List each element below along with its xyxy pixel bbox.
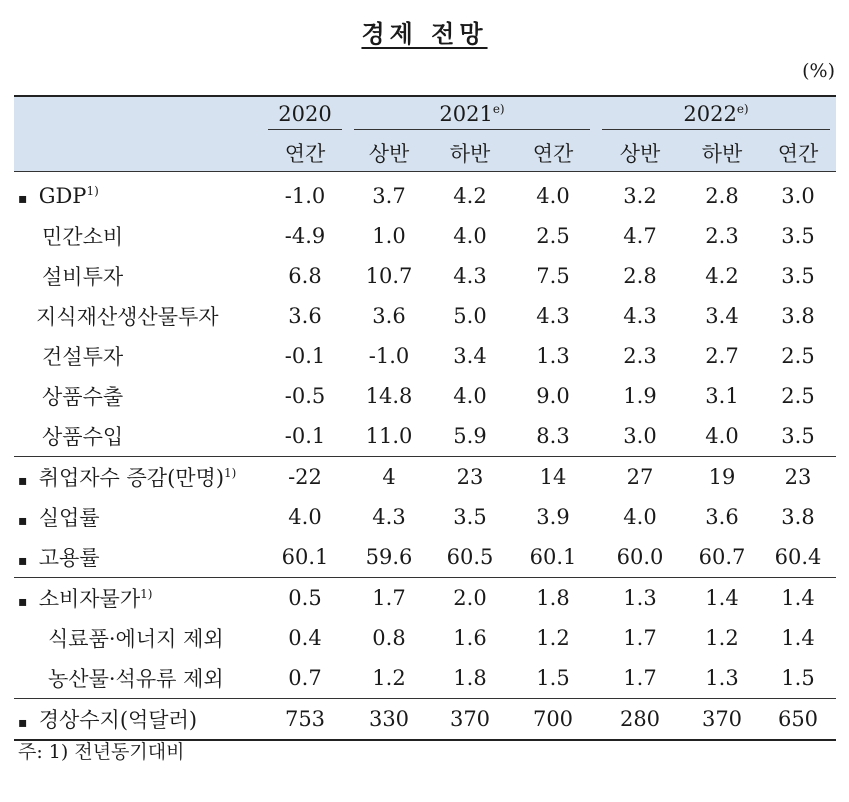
cell: 4.0 <box>453 384 487 408</box>
cell: 1.2 <box>372 666 406 690</box>
cell: -0.1 <box>284 344 326 368</box>
table-row <box>14 658 836 699</box>
header-year-2021: 2021$^{e)}$ <box>348 96 596 135</box>
cell: -0.1 <box>284 424 326 448</box>
cell: 60.1 <box>281 545 329 569</box>
bullet-icon: ▪ <box>18 473 28 489</box>
cell: 5.9 <box>453 424 487 448</box>
cell: 3.2 <box>596 172 684 217</box>
row-label: ▪ 실업률 <box>14 497 262 537</box>
cell: 2.0 <box>430 578 510 619</box>
table-row <box>14 416 836 457</box>
cell: 60.0 <box>616 545 664 569</box>
row-label: 설비투자 <box>42 265 124 289</box>
cell: 2.5 <box>781 384 815 408</box>
cell: 3.5 <box>781 264 815 288</box>
bullet-icon: ▪ <box>18 553 28 569</box>
cell: 4.7 <box>623 224 657 248</box>
cell: -4.9 <box>284 224 326 248</box>
cell: 2.5 <box>536 224 570 248</box>
cell: 1.9 <box>623 384 657 408</box>
cell: 5.0 <box>453 304 487 328</box>
cell: 1.4 <box>684 578 760 619</box>
cell: 3.5 <box>453 505 487 529</box>
cell: 3.4 <box>705 304 739 328</box>
header-year-2022: 2022$^{e)}$ <box>596 96 836 135</box>
cell: 8.3 <box>536 424 570 448</box>
cell: 4.0 <box>288 505 322 529</box>
cell: 3.6 <box>288 304 322 328</box>
table-row <box>14 216 836 256</box>
cell: 60.4 <box>774 545 822 569</box>
cell: -0.5 <box>284 384 326 408</box>
row-label: 지식재산생산물투자 <box>36 305 219 329</box>
cell: 4.0 <box>623 505 657 529</box>
cell: 4.0 <box>453 224 487 248</box>
row-label: ▪ 취업자수 증감(만명)$^{1)}$ <box>14 457 262 498</box>
cell: 4.0 <box>705 424 739 448</box>
header-sub: 하반 <box>430 135 510 172</box>
cell: 0.4 <box>288 626 322 650</box>
row-label: ▪ 소비자물가$^{1)}$ <box>14 578 262 619</box>
cell: 0.7 <box>288 666 322 690</box>
header-sub: 연간 <box>262 135 348 172</box>
row-label: ▪ 고용률 <box>14 537 262 578</box>
cell: 14.8 <box>365 384 413 408</box>
cell: 3.9 <box>536 505 570 529</box>
cell: 3.6 <box>705 505 739 529</box>
cell: 60.1 <box>529 545 577 569</box>
table-row <box>14 296 836 336</box>
cell: 1.0 <box>372 224 406 248</box>
cell: 2.5 <box>781 344 815 368</box>
cell: 6.8 <box>288 264 322 288</box>
cell: 3.0 <box>760 172 836 217</box>
cell: 1.5 <box>781 666 815 690</box>
cell: 2.7 <box>705 344 739 368</box>
bullet-icon: ▪ <box>18 715 28 731</box>
table-row-gdp <box>14 172 836 217</box>
cell: 10.7 <box>365 264 413 288</box>
table-row <box>14 256 836 296</box>
cell: 23 <box>760 457 836 498</box>
cell: 370 <box>430 699 510 741</box>
bullet-icon: ▪ <box>18 594 28 610</box>
cell: 3.8 <box>781 304 815 328</box>
cell: 14 <box>510 457 596 498</box>
cell: 3.1 <box>705 384 739 408</box>
table-row <box>14 497 836 537</box>
header-sub: 상반 <box>348 135 430 172</box>
cell: 4.3 <box>372 505 406 529</box>
cell: 60.7 <box>698 545 746 569</box>
cell: 1.3 <box>596 578 684 619</box>
cell: 1.8 <box>453 666 487 690</box>
header-year-2020: 2020 <box>262 96 348 135</box>
header-sub: 하반 <box>684 135 760 172</box>
header-corner <box>14 96 262 135</box>
cell: 2.8 <box>684 172 760 217</box>
cell: 1.4 <box>760 578 836 619</box>
cell: 1.3 <box>536 344 570 368</box>
cell: 3.5 <box>781 224 815 248</box>
table-row-employment <box>14 457 836 498</box>
footnote: 주: 1) 전년동기대비 <box>18 741 185 763</box>
cell: 3.8 <box>781 505 815 529</box>
row-label: ▪ 경상수지(억달러) <box>14 699 262 741</box>
cell: -22 <box>262 457 348 498</box>
row-label: 민간소비 <box>42 225 124 249</box>
cell: 650 <box>760 699 836 741</box>
cell: 1.7 <box>623 626 657 650</box>
header-sub: 연간 <box>510 135 596 172</box>
table-row-cpi <box>14 578 836 619</box>
cell: 1.2 <box>705 626 739 650</box>
cell: 4.0 <box>510 172 596 217</box>
row-label: 상품수출 <box>42 385 124 409</box>
cell: 3.5 <box>781 424 815 448</box>
cell: -1.0 <box>262 172 348 217</box>
cell: 4.2 <box>705 264 739 288</box>
economic-outlook-table <box>14 95 836 741</box>
cell: 2.3 <box>705 224 739 248</box>
cell: 1.7 <box>623 666 657 690</box>
header-sub: 상반 <box>596 135 684 172</box>
cell: 11.0 <box>365 424 413 448</box>
cell: 1.4 <box>781 626 815 650</box>
cell: 2.3 <box>623 344 657 368</box>
cell: 4 <box>348 457 430 498</box>
header-sub: 연간 <box>760 135 836 172</box>
table-row <box>14 376 836 416</box>
cell: 1.6 <box>453 626 487 650</box>
cell: 4.3 <box>453 264 487 288</box>
cell: 9.0 <box>536 384 570 408</box>
cell: 3.7 <box>348 172 430 217</box>
row-label: 식료품·에너지 제외 <box>48 627 224 651</box>
cell: 0.8 <box>372 626 406 650</box>
cell: 7.5 <box>536 264 570 288</box>
table-row <box>14 537 836 578</box>
cell: 753 <box>262 699 348 741</box>
row-label: 농산물·석유류 제외 <box>48 667 224 691</box>
cell: 4.2 <box>430 172 510 217</box>
cell: 0.5 <box>262 578 348 619</box>
unit-label: (%) <box>802 60 835 82</box>
page-title: 경제 전망 <box>361 19 488 48</box>
cell: 3.4 <box>453 344 487 368</box>
cell: 1.3 <box>705 666 739 690</box>
cell: 60.5 <box>446 545 494 569</box>
cell: 19 <box>684 457 760 498</box>
row-label: 상품수입 <box>42 425 124 449</box>
table-row <box>14 336 836 376</box>
table-row <box>14 618 836 658</box>
cell: 23 <box>430 457 510 498</box>
row-label: ▪ GDP$^{1)}$ <box>14 172 262 217</box>
cell: 27 <box>596 457 684 498</box>
cell: 1.8 <box>510 578 596 619</box>
cell: 4.3 <box>623 304 657 328</box>
cell: 1.2 <box>536 626 570 650</box>
cell: 1.7 <box>348 578 430 619</box>
cell: 280 <box>596 699 684 741</box>
cell: 370 <box>684 699 760 741</box>
header-subcorner <box>14 135 262 172</box>
cell: 3.0 <box>623 424 657 448</box>
cell: 1.5 <box>536 666 570 690</box>
bullet-icon: ▪ <box>18 513 28 529</box>
cell: 4.3 <box>536 304 570 328</box>
table-row-current-account <box>14 699 836 741</box>
cell: -1.0 <box>368 344 410 368</box>
cell: 3.6 <box>372 304 406 328</box>
bullet-icon: ▪ <box>18 191 28 207</box>
cell: 2.8 <box>623 264 657 288</box>
cell: 59.6 <box>365 545 413 569</box>
cell: 700 <box>510 699 596 741</box>
cell: 330 <box>348 699 430 741</box>
row-label: 건설투자 <box>42 345 124 369</box>
